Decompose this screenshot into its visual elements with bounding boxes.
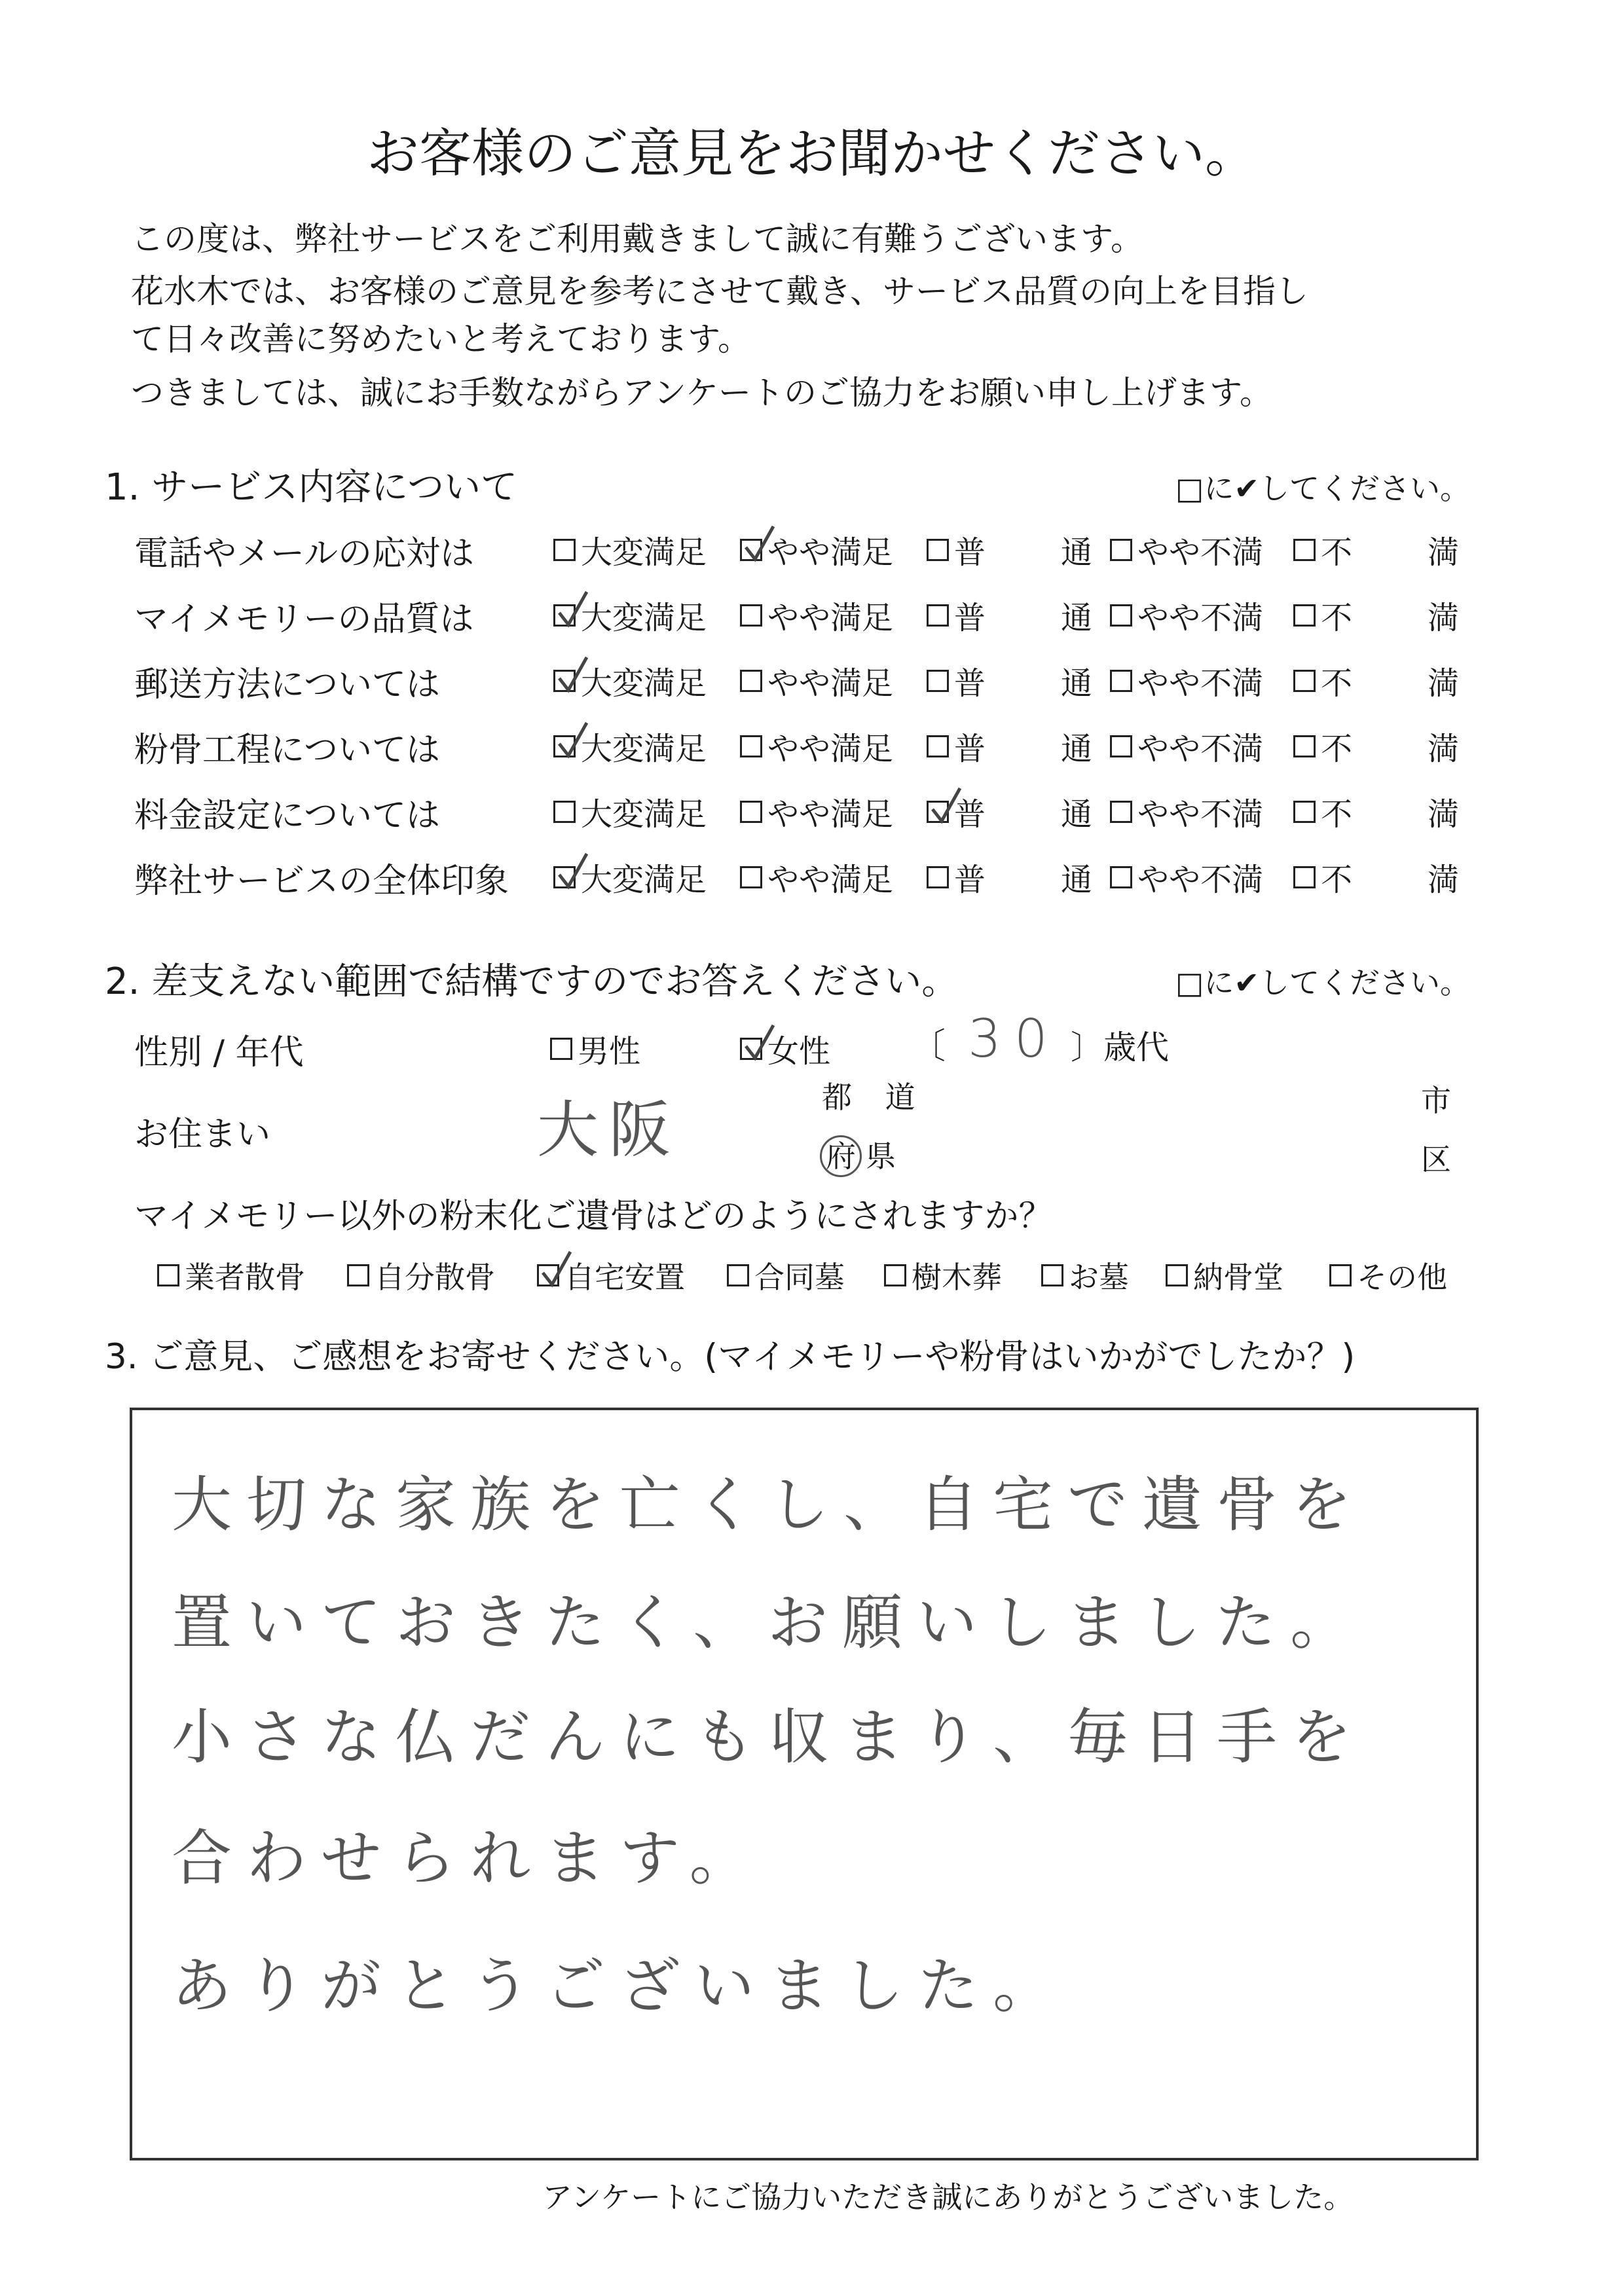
rating-label: 通	[1061, 600, 1093, 636]
rating-option[interactable]	[927, 723, 986, 769]
female-checkbox[interactable]	[740, 1038, 762, 1060]
remains-option[interactable]	[1041, 1254, 1129, 1297]
rating-label: 満	[1428, 600, 1460, 636]
rating-label: 普	[954, 665, 986, 702]
rating-option	[1061, 789, 1092, 834]
prefecture-type-bottom	[820, 1133, 896, 1177]
rating-checkbox[interactable]	[927, 801, 949, 823]
footer-thanks: アンケートにご協力いただき誠にありがとうございました。	[542, 2179, 1354, 2215]
rating-label: 不	[1321, 862, 1353, 898]
rating-option	[1061, 592, 1092, 638]
rating-checkbox[interactable]	[740, 604, 762, 627]
rating-label: やや満足	[767, 796, 894, 833]
rating-checkbox[interactable]	[927, 670, 949, 692]
rating-option[interactable]	[1293, 658, 1352, 703]
rating-checkbox[interactable]	[740, 670, 762, 692]
rating-checkbox[interactable]	[1110, 670, 1132, 692]
intro-line-3: て日々改善に努めたいと考えております。	[131, 320, 750, 358]
rating-checkbox[interactable]	[740, 866, 762, 888]
rating-checkbox[interactable]	[1293, 539, 1316, 561]
section2-note: □に✔してください。	[1175, 965, 1471, 1000]
rating-checkbox[interactable]	[553, 604, 576, 627]
rating-option[interactable]	[740, 527, 893, 572]
remains-option[interactable]	[1166, 1254, 1283, 1297]
rating-label: 大変満足	[581, 796, 707, 833]
comment-line-1: 大切な家族を亡くし、自宅で遺骨を	[172, 1470, 1367, 1540]
ken-label: 県	[866, 1139, 896, 1174]
rating-label: 通	[1061, 862, 1093, 898]
rating-option	[1061, 854, 1092, 900]
rating-label: 普	[954, 534, 986, 571]
rating-option	[1428, 723, 1459, 769]
rating-checkbox[interactable]	[1110, 866, 1132, 888]
rating-option	[1061, 658, 1092, 703]
rating-option[interactable]	[740, 592, 893, 638]
rating-option[interactable]	[927, 658, 986, 703]
remains-label: 業者散骨	[185, 1260, 305, 1295]
intro-line-4: つきましては、誠にお手数ながらアンケートのご協力をお願い申し上げます。	[131, 374, 1272, 412]
rating-option[interactable]	[553, 789, 707, 834]
check-mark-icon	[557, 721, 591, 759]
remains-label: お墓	[1069, 1260, 1129, 1295]
rating-option	[1061, 527, 1092, 572]
rating-option[interactable]	[740, 789, 893, 834]
rating-option[interactable]	[1293, 592, 1352, 638]
fu-circled: 府	[820, 1135, 862, 1177]
rating-option[interactable]	[1110, 723, 1263, 769]
rating-option[interactable]	[927, 854, 986, 900]
remains-label: 自分散骨	[375, 1260, 495, 1295]
rating-label: やや満足	[767, 731, 894, 767]
comment-line-3: 小さな仏だんにも収まり、毎日手を	[172, 1702, 1367, 1772]
rating-option	[1061, 723, 1092, 769]
question-label: 料金設定については	[134, 796, 440, 835]
prefecture-type-top: 都 道	[822, 1080, 927, 1115]
rating-label: やや満足	[767, 534, 894, 571]
male-option[interactable]	[550, 1026, 640, 1071]
remains-label: 樹木葬	[912, 1260, 1002, 1295]
rating-label: 大変満足	[581, 600, 707, 636]
rating-checkbox[interactable]	[553, 866, 576, 888]
rating-label: 大変満足	[581, 665, 707, 702]
rating-label: 大変満足	[581, 862, 707, 898]
question-label: 弊社サービスの全体印象	[134, 862, 509, 901]
remains-checkbox[interactable]	[884, 1264, 906, 1286]
question-label: マイメモリーの品質は	[134, 600, 474, 639]
page-title: お客様のご意見をお聞かせください。	[367, 123, 1257, 184]
rating-label: 不	[1321, 731, 1353, 767]
rating-checkbox[interactable]	[553, 539, 576, 561]
rating-label: やや満足	[767, 862, 894, 898]
rating-option[interactable]	[553, 658, 707, 703]
residence-value[interactable]: 大阪	[537, 1095, 682, 1166]
rating-checkbox[interactable]	[1110, 604, 1132, 627]
rating-label: 通	[1061, 731, 1093, 767]
remains-checkbox[interactable]	[727, 1264, 749, 1286]
rating-label: やや満足	[767, 665, 894, 702]
check-mark-icon	[743, 1024, 777, 1062]
remains-option[interactable]	[347, 1254, 495, 1297]
male-checkbox[interactable]	[550, 1038, 572, 1060]
remains-option[interactable]	[1329, 1254, 1447, 1297]
age-value[interactable]: 30	[968, 1008, 1061, 1069]
remains-checkbox[interactable]	[1329, 1264, 1352, 1286]
rating-label: 普	[954, 796, 986, 833]
rating-option[interactable]	[1110, 789, 1263, 834]
rating-label: 大変満足	[581, 731, 707, 767]
rating-checkbox[interactable]	[927, 539, 949, 561]
rating-label: 不	[1321, 665, 1353, 702]
check-mark-icon	[557, 852, 591, 890]
rating-label: やや不満	[1137, 665, 1264, 702]
rating-option[interactable]	[1293, 789, 1352, 834]
rating-label: やや不満	[1137, 862, 1264, 898]
rating-option[interactable]	[927, 789, 986, 834]
comment-line-2: 置いておきたく、お願いしました。	[172, 1588, 1365, 1658]
rating-option[interactable]	[553, 527, 707, 572]
rating-option[interactable]	[1293, 527, 1352, 572]
rating-option[interactable]	[1110, 592, 1263, 638]
rating-label: 普	[954, 600, 986, 636]
female-label: 女性	[767, 1033, 831, 1070]
remains-checkbox[interactable]	[537, 1264, 559, 1286]
rating-option[interactable]	[553, 723, 707, 769]
rating-checkbox[interactable]	[1110, 735, 1132, 757]
rating-option	[1428, 789, 1459, 834]
remains-checkbox[interactable]	[1166, 1264, 1188, 1286]
rating-label: やや不満	[1137, 796, 1264, 833]
section2-heading: 2. 差支えない範囲で結構ですのでお答えください。	[105, 960, 959, 1003]
rating-option[interactable]	[927, 527, 986, 572]
rating-option[interactable]	[1293, 723, 1352, 769]
rating-option[interactable]	[553, 592, 707, 638]
rating-label: 不	[1321, 534, 1353, 571]
rating-label: やや不満	[1137, 600, 1264, 636]
rating-checkbox[interactable]	[740, 539, 762, 561]
check-mark-icon	[557, 591, 591, 629]
remains-option[interactable]	[537, 1254, 685, 1297]
rating-label: やや不満	[1137, 731, 1264, 767]
rating-checkbox[interactable]	[1293, 866, 1316, 888]
section3-heading: 3. ご意見、ご感想をお寄せください。(マイメモリーや粉骨はいかがでしたか？)	[105, 1337, 1356, 1377]
remains-label: 合同墓	[754, 1260, 845, 1295]
rating-checkbox[interactable]	[1293, 801, 1316, 823]
rating-label: やや不満	[1137, 534, 1264, 571]
rating-label: 普	[954, 731, 986, 767]
remains-question: マイメモリー以外の粉末化ご遺骨はどのようにされますか？	[134, 1197, 1053, 1236]
comment-line-4: 合わせられます。	[172, 1823, 764, 1893]
rating-checkbox[interactable]	[1293, 604, 1316, 627]
rating-option[interactable]	[1293, 854, 1352, 900]
rating-label: 満	[1428, 534, 1460, 571]
rating-option[interactable]	[740, 854, 893, 900]
rating-checkbox[interactable]	[553, 801, 576, 823]
check-mark-icon	[540, 1250, 574, 1288]
rating-option[interactable]	[553, 854, 707, 900]
rating-label: 不	[1321, 600, 1353, 636]
remains-label: 自宅安置	[564, 1260, 685, 1295]
male-label: 男性	[578, 1033, 641, 1070]
rating-checkbox[interactable]	[740, 801, 762, 823]
rating-option[interactable]	[1110, 854, 1263, 900]
rating-checkbox[interactable]	[1293, 735, 1316, 757]
age-bracket-close: 〕歳代	[1071, 1029, 1169, 1066]
remains-label: 納骨堂	[1193, 1260, 1283, 1295]
intro-line-2: 花水木では、お客様のご意見を参考にさせて戴き、サービス品質の向上を目指し	[131, 272, 1308, 310]
rating-option	[1428, 527, 1459, 572]
age-bracket-open: 〔	[910, 1025, 946, 1066]
check-mark-icon	[743, 525, 777, 563]
rating-option	[1428, 658, 1459, 703]
rating-label: 満	[1428, 665, 1460, 702]
rating-checkbox[interactable]	[1293, 670, 1316, 692]
remains-option[interactable]	[727, 1254, 845, 1297]
rating-option[interactable]	[740, 658, 893, 703]
remains-label: その他	[1357, 1260, 1447, 1295]
rating-label: 普	[954, 862, 986, 898]
rating-label: 満	[1428, 796, 1460, 833]
intro-line-1: この度は、弊社サービスをご利用戴きまして誠に有難うございます。	[131, 220, 1143, 258]
rating-label: 満	[1428, 862, 1460, 898]
rating-option[interactable]	[1110, 658, 1263, 703]
rating-option	[1428, 592, 1459, 638]
rating-label: 不	[1321, 796, 1353, 833]
section1-note: □に✔してください。	[1175, 471, 1471, 506]
comment-line-5: ありがとうございました。	[172, 1951, 1068, 2021]
rating-option	[1428, 854, 1459, 900]
remains-option[interactable]	[884, 1254, 1002, 1297]
ward-label: 区	[1421, 1142, 1451, 1177]
rating-label: 満	[1428, 731, 1460, 767]
female-option[interactable]	[740, 1026, 830, 1071]
remains-checkbox[interactable]	[347, 1264, 369, 1286]
rating-checkbox[interactable]	[553, 670, 576, 692]
rating-label: やや満足	[767, 600, 894, 636]
rating-option[interactable]	[927, 592, 986, 638]
rating-checkbox[interactable]	[553, 735, 576, 757]
rating-checkbox[interactable]	[1110, 539, 1132, 561]
rating-option[interactable]	[1110, 527, 1263, 572]
question-label: 粉骨工程については	[134, 731, 440, 770]
check-mark-icon	[930, 787, 964, 825]
rating-label: 大変満足	[581, 534, 707, 571]
section1-heading: 1. サービス内容について	[105, 466, 518, 509]
question-label: 郵送方法については	[134, 665, 440, 704]
remains-checkbox[interactable]	[1041, 1264, 1063, 1286]
rating-option[interactable]	[740, 723, 893, 769]
rating-label: 通	[1061, 796, 1093, 833]
city-label: 市	[1421, 1083, 1451, 1118]
rating-label: 通	[1061, 665, 1093, 702]
gender-age-label: 性別 / 年代	[134, 1033, 304, 1072]
question-label: 電話やメールの応対は	[134, 534, 474, 574]
rating-checkbox[interactable]	[1110, 801, 1132, 823]
remains-option[interactable]	[157, 1254, 305, 1297]
rating-checkbox[interactable]	[927, 604, 949, 627]
rating-checkbox[interactable]	[927, 735, 949, 757]
rating-label: 通	[1061, 534, 1093, 571]
check-mark-icon	[557, 656, 591, 694]
rating-checkbox[interactable]	[927, 866, 949, 888]
rating-checkbox[interactable]	[740, 735, 762, 757]
residence-label: お住まい	[134, 1115, 271, 1154]
remains-checkbox[interactable]	[157, 1264, 179, 1286]
